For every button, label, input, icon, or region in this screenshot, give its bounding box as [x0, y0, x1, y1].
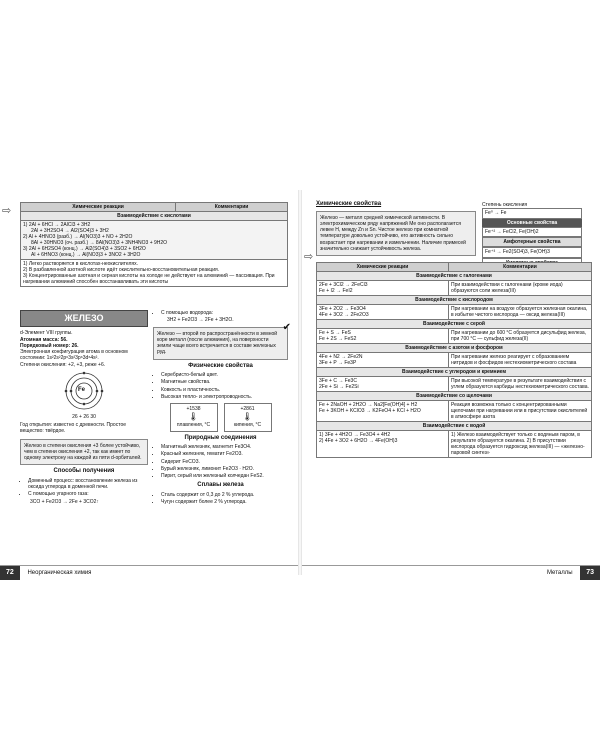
table-row — [317, 305, 592, 320]
thermometer-icon: 🌡 — [242, 412, 253, 422]
ox-row: Fe⁺³ → Fe2(SO4)3, Fe(OH)3 — [482, 247, 582, 257]
list-item: • С помощью водорода: — [161, 310, 288, 316]
table-row — [317, 353, 592, 368]
list-item: • Пирит, серый или железный колчедан FeS2. — [161, 473, 288, 479]
natural-heading: Природные соединения — [184, 434, 257, 441]
left-footer — [0, 565, 298, 580]
right-footer — [302, 565, 600, 580]
comment: При нагревании на воздухе образуется железная окалина, в избытке чистого кислорода — оксид железа(III) — [449, 305, 592, 320]
list-item: • С помощью угарного газа: — [28, 491, 148, 497]
list-item: • Магнитный железняк, магнетит Fe3O4. — [161, 444, 288, 450]
table-row — [317, 431, 592, 458]
list-item: • Красный железняк, гематит Fe2O3. — [161, 451, 288, 457]
comment: 1) Железо взаимодействует только с водяным паром, в результате образуется окалина. 2) В присутствии кислорода образуется гидроксид железа(III) — «железно-паровой синтез» — [449, 431, 592, 458]
col-header-comments: Комментарии — [176, 203, 288, 212]
comment-row: 2) В разбавленной азотной кислоте идёт окислительно-восстановительная реакция. — [23, 267, 220, 273]
col-header-comments: Комментарии — [449, 263, 592, 272]
list-item: • Магнитные свойства. — [161, 379, 288, 385]
table-section: Взаимодействие с кислородом — [317, 296, 592, 305]
table-section: Взаимодействие с галогенами — [317, 272, 592, 281]
table-section-acids: Взаимодействие с кислотами — [21, 212, 288, 221]
equation: 2Fe + 3Cl2 → 2FeCl3 — [319, 282, 368, 288]
list-item: • Сидерит FeCO3. — [161, 459, 288, 465]
running-title: Металлы — [546, 570, 573, 576]
equation: 3Fe + C → Fe3C — [319, 378, 357, 384]
melting-box — [170, 403, 218, 432]
fact-oxidation: Степени окисления: +2, +3, реже +6. — [20, 361, 106, 368]
comment-row: 3) Концентрированные азотная и серная кислоты на холоде не действуют на алюминий — пассивация. При нагревании алюминий способен восстанавливать эти кислоты — [23, 273, 275, 285]
equation: 4Fe + 3O2 → 2Fe2O3 — [319, 312, 369, 318]
list-item: • Доменный процесс: восстановление железа из оксида углерода в доменной печи. — [28, 478, 148, 491]
equation: 3Fe + 2O2 → Fe3O4 — [319, 306, 366, 312]
right-page — [302, 192, 600, 575]
hydrogen-equation: 3H2 + Fe2O3 → 2Fe + 3H2O. — [167, 317, 234, 324]
table-section: Взаимодействие с углеродом и кремнием — [317, 368, 592, 377]
fe-symbol: Fe — [78, 386, 86, 393]
ox-row: Fe⁺² → FeCl2, Fe(OH)2 — [482, 227, 582, 237]
list-item: • Бурый железняк, лимонит Fe2O3 · H2O. — [161, 466, 288, 472]
arrow-icon: ⇨ — [2, 205, 12, 217]
ox-property: Основные свойства — [482, 219, 582, 227]
comment: Реакция возможна только с концентрированными щелочами при нагревании или в присутствии окислителей в атмосфере азота — [449, 401, 592, 422]
ox-state: Fe⁺² — [485, 228, 496, 235]
boiling-label: кипения, °C — [233, 422, 262, 429]
oxidation-note: Железо в степени окисления +3 более устойчиво, чем в степени окисления +2, так как имеет по одному электрону на каждой из пяти d-орбиталей. — [20, 439, 148, 466]
ox-property: Амфотерные свойства — [482, 237, 582, 247]
alloys-heading: Сплавы железа — [197, 482, 244, 489]
ox-example: Fe2(SO4)3, Fe(OH)3 — [502, 249, 550, 256]
table-section: Взаимодействие с азотом и фосфором — [317, 344, 592, 353]
reaction-row: 2) Al + 4HNO3 (разб.) → Al(NO3)3 + NO + 2H2O — [23, 234, 133, 240]
comment: При нагревании до 600 °С образуется дисульфид железа, при 700 °С — сульфид железа(II) — [449, 329, 592, 344]
ox-row: Fe⁰ → Fe — [482, 208, 582, 218]
equation: Fe + 2NaOH + 2H2O → Na2[Fe(OH)4] + H2 — [319, 402, 418, 408]
comment-row: 1) Легко растворяется в кислотах-неокислителях. — [23, 261, 138, 267]
equation: Fe + I2 → FeI2 — [319, 288, 353, 294]
checkmark-icon: ✔ — [282, 321, 291, 333]
page-number: 73 — [580, 566, 600, 580]
fact-config: Электронная конфигурация атома в основном состоянии: 1s²2s²2p⁶3s²3p⁶3d⁶4s². — [20, 349, 128, 362]
boiling-value: +2861 — [240, 406, 255, 412]
table-row — [317, 401, 592, 422]
equation: 2) 4Fe + 3O2 + 6H2O → 4Fe(OH)3 — [319, 438, 398, 444]
production-heading: Способы получения — [53, 468, 115, 475]
oxidation-heading: Степень окисления — [482, 202, 528, 208]
melting-label: плавления, °C — [176, 422, 211, 429]
production-equation: 3CO + Fe2O3 → 2Fe + 3CO2↑ — [30, 498, 99, 505]
comment: При нагревании железо реагирует с образованием нитридов и фосфидов нестехиометрического состава — [449, 353, 592, 368]
boiling-box — [224, 403, 272, 432]
left-page — [0, 192, 298, 575]
reaction-row: 1) 2Al + 6HCl → 2AlCl3 + 3H2 — [23, 222, 91, 228]
col-header-reactions: Химические реакции — [21, 203, 176, 212]
running-title: Неорганическая химия — [27, 570, 92, 576]
equation: 2Fe + Si → Fe2Si — [319, 384, 359, 390]
equation: 1) 3Fe + 4H2O → Fe3O4 + 4H2 — [319, 432, 391, 438]
table-section: Взаимодействие с серой — [317, 320, 592, 329]
col-header-reactions: Химические реакции — [317, 263, 449, 272]
phys-heading: Физические свойства — [188, 362, 253, 369]
fact-number: Порядковый номер: 26. — [20, 342, 79, 349]
equation: Fe + 2S → FeS2 — [319, 336, 357, 342]
reactions-table-left — [20, 202, 288, 287]
arrow-icon: ⇨ — [304, 251, 314, 263]
iron-title-bar: ЖЕЛЕЗО — [20, 310, 148, 327]
table-section: Взаимодействие со щелочами — [317, 392, 592, 401]
equation: 4Fe + N2 → 2Fe2N — [319, 354, 363, 360]
page-number: 72 — [0, 566, 20, 580]
fact-mass: Атомная масса: 56. — [20, 336, 68, 343]
melting-value: +1538 — [186, 406, 201, 412]
table-section: Взаимодействие с водой — [317, 422, 592, 431]
chem-text: Железо — металл средней химической активности. В электрохимическом ряду напряжений Me оно располагается левее H, между Zn и Sn. Чистое железо при комнатной температуре довольно устойчиво, его активность сильно возрастает при нагревании и измельчении. Наличие примесей значительно снижает устойчивость железа. — [316, 211, 476, 257]
list-item: • Высокая тепло- и электропроводность. — [161, 394, 288, 400]
list-item: • Серебристо-белый цвет. — [161, 372, 288, 378]
reaction-row: 3) 2Al + 6H2SO4 (конц.) → Al2(SO4)3 + 3SO2 + 6H2O — [23, 246, 146, 252]
table-row — [317, 377, 592, 392]
list-item: • Сталь содержит от 0,3 до 2 % углерода. — [161, 492, 288, 498]
ox-example: Fe — [500, 210, 507, 217]
reactions-table-right — [316, 262, 592, 458]
comment: При высокой температуре в результате взаимодействия с углем образуются карбиды нестехиометрического состава. — [449, 377, 592, 392]
equation: 3Fe + P → Fe3P — [319, 360, 357, 366]
ox-example: FeCl2, Fe(OH)2 — [502, 228, 539, 235]
fact-group: d-Элемент VIII группы. — [20, 330, 73, 337]
fe-caption: 26 + 26 30 — [72, 413, 96, 420]
abundance-note — [153, 321, 291, 360]
chem-heading: Химические свойства — [316, 201, 382, 207]
reaction-row: 8Al + 30HNO3 (оч. разб.) → 8Al(NO3)3 + 3NH4NO3 + 9H2O — [31, 240, 168, 246]
table-row — [317, 329, 592, 344]
reaction-row: 2Al + 3H2SO4 → Al2(SO4)3 + 3H2 — [31, 228, 109, 234]
list-item: • Ковкость и пластичность. — [161, 387, 288, 393]
equation: Fe + S → FeS — [319, 330, 351, 336]
table-row — [317, 281, 592, 296]
discovery-text: Год открытия: известно с древности. Простое вещество: твёрдое. — [20, 422, 127, 435]
ox-state: Fe⁰ — [485, 210, 493, 217]
comment: При взаимодействии с галогенами (кроме иода) образуются соли железа(III) — [449, 281, 592, 296]
abundance-text: Железо — второй по распространённости в земной коре металл (после алюминия), на поверхности земли чаще всего встречается в составе железных руд. — [157, 330, 278, 356]
reaction-row: Al + 6HNO3 (конц.) → Al(NO3)3 + 3NO2 + 3H2O — [31, 252, 141, 258]
thermometer-icon: 🌡 — [188, 412, 199, 422]
equation: Fe + 3KOH + KClO3 → K2FeO4 + KCl + H2O — [319, 408, 421, 414]
list-item: • Чугун содержит более 2 % углерода. — [161, 499, 288, 505]
ox-state: Fe⁺³ — [485, 249, 496, 256]
